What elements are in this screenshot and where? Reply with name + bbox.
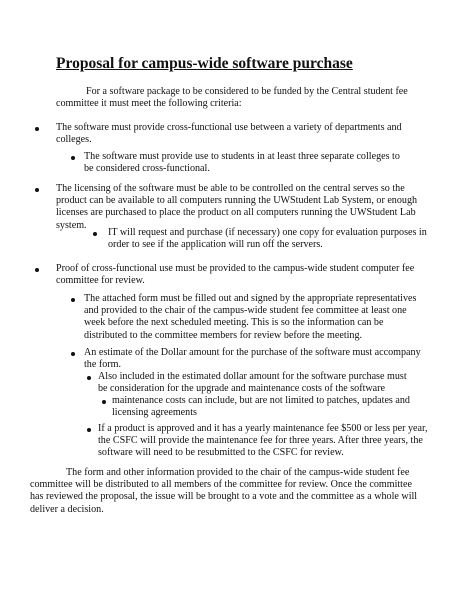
closing-paragraph: The form and other information provided to the chair of the campus-wide student fee committee will be distributed to all members of the committee for review. Once the committee has reviewed the proposal, the issue will be brought to a vote and the committee as a whole will deliver a decision. (30, 467, 418, 515)
bullet-marker (71, 156, 75, 160)
bullet-marker (93, 232, 97, 236)
bullet-item: An estimate of the Dollar amount for the purchase of the software must accompany the form. (84, 347, 421, 371)
bullet-marker (87, 376, 91, 380)
bullet-marker (71, 298, 75, 302)
bullet-marker (102, 400, 106, 404)
bullet-item: Proof of cross-functional use must be provided to the campus-wide student computer fee committee for review. (56, 263, 415, 287)
intro-paragraph: For a software package to be considered to be funded by the Central student fee committee it must meet the following criteria: (56, 86, 408, 110)
bullet-item: The software must provide cross-functional use between a variety of departments and colleges. (56, 122, 402, 146)
bullet-item: Also included in the estimated dollar amount for the software purchase must be consideration for the upgrade and maintenance costs of the software (98, 371, 407, 395)
bullet-item: If a product is approved and it has a yearly maintenance fee $500 or less per year, the CSFC will provide the maintenance fee for three years. After three years, the software will need to be resubmitted to the CSFC for review. (98, 423, 428, 459)
bullet-item: IT will request and purchase (if necessary) one copy for evaluation purposes in order to see if the application will run off the servers. (108, 227, 427, 251)
bullet-item: The software must provide use to students in at least three separate colleges to be considered cross-functional. (84, 151, 400, 175)
bullet-item: maintenance costs can include, but are not limited to patches, updates and licensing agreements (112, 395, 410, 419)
document-title: Proposal for campus-wide software purchase (56, 55, 353, 72)
bullet-item: The licensing of the software must be able to be controlled on the central serves so the product can be available to all computers running the UWStudent Lab System, or enough licenses are purchased to place the product on all computers running the UWStudent Lab system. (56, 183, 418, 231)
bullet-marker (87, 428, 91, 432)
bullet-marker (35, 127, 39, 131)
bullet-marker (35, 188, 39, 192)
bullet-marker (35, 268, 39, 272)
bullet-marker (71, 352, 75, 356)
bullet-item: The attached form must be filled out and signed by the appropriate representatives and provided to the chair of the campus-wide student fee committee at least one week before the next scheduled meeting. This is so the information can be distributed to the committee members for review before the meeting. (84, 293, 417, 341)
